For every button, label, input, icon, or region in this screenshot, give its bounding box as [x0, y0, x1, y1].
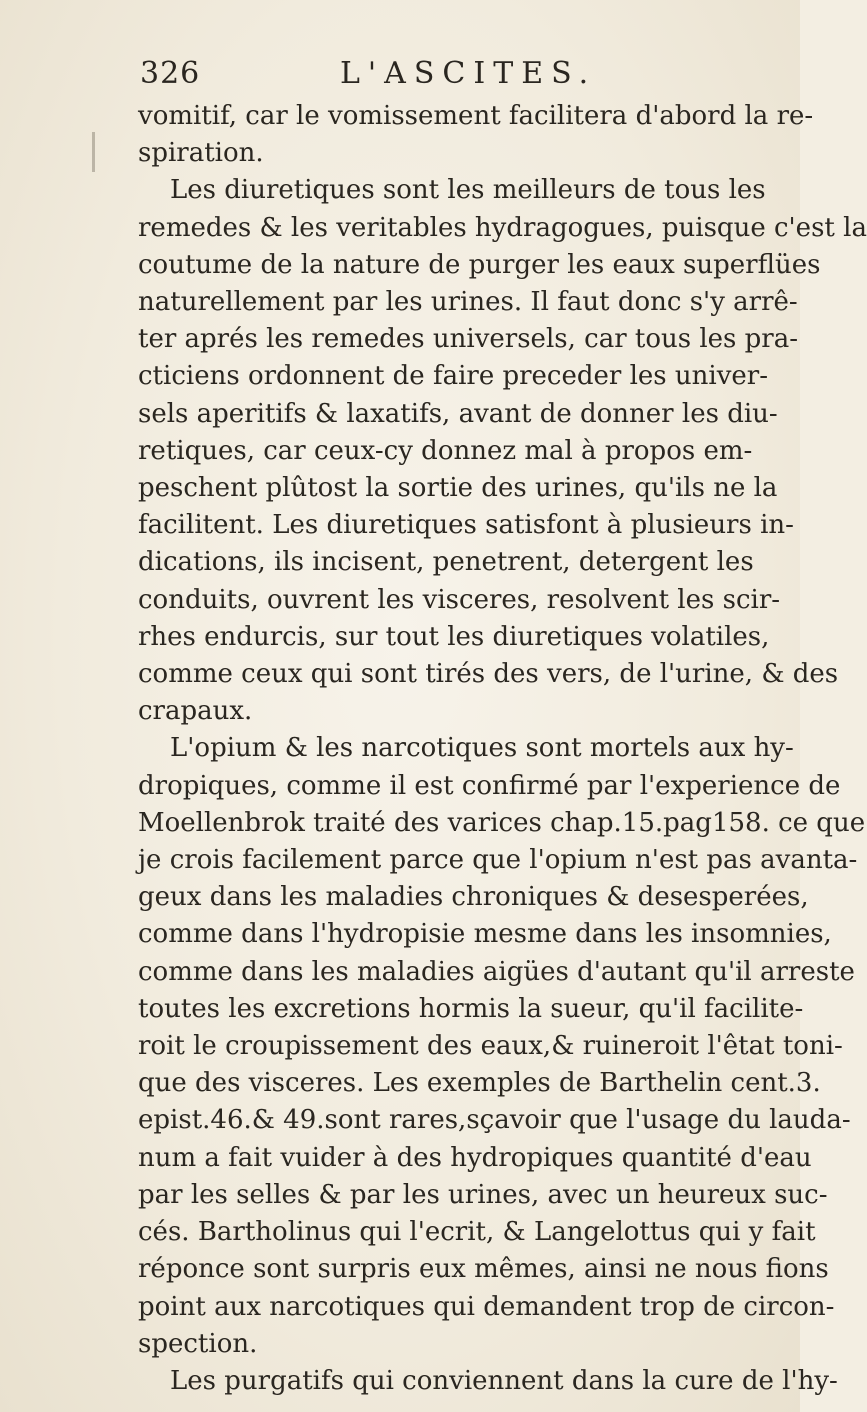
- text-line: dications, ils incisent, penetrent, detergent les: [138, 547, 754, 578]
- text-line: sels aperitifs & laxatifs, avant de donner les diu-: [138, 398, 778, 429]
- text-line: je crois facilement parce que l'opium n'est pas avanta-: [138, 845, 858, 876]
- text-line: que des visceres. Les exemples de Barthelin cent.3.: [138, 1068, 821, 1099]
- text-line: cticiens ordonnent de faire preceder les univer-: [138, 361, 769, 392]
- text-line: Moellenbrok traité des varices chap.15.pag158. ce que: [138, 807, 866, 838]
- text-line: naturellement par les urines. Il faut donc s'y arrê-: [138, 287, 798, 318]
- text-line: vomitif, car le vomissement facilitera d'abord la re-: [138, 101, 814, 131]
- text-line: Les diuretiques sont les meilleurs de tous les: [170, 175, 766, 206]
- text-line: toutes les excretions hormis la sueur, qu'il facilite-: [138, 993, 804, 1024]
- paragraph: [138, 730, 866, 1362]
- text-line: facilitent. Les diuretiques satisfont à plusieurs in-: [138, 510, 794, 541]
- body-text: [138, 98, 867, 1400]
- text-line: cés. Bartholinus qui l'ecrit, & Langelottus qui y fait: [138, 1217, 816, 1248]
- text-line: Les purgatifs qui conviennent dans la cure de l'hy-: [170, 1365, 838, 1396]
- text-line: L'opium & les narcotiques sont mortels aux hy-: [170, 733, 794, 764]
- text-line: point aux narcotiques qui demandent trop de circon-: [138, 1291, 835, 1322]
- text-line: ter aprés les remedes universels, car tous les pra-: [138, 324, 799, 355]
- text-line: comme dans l'hydropisie mesme dans les insomnies,: [138, 919, 832, 950]
- text-line: coutume de la nature de purger les eaux superflües: [138, 249, 821, 280]
- text-line: par les selles & par les urines, avec un heureux suc-: [138, 1179, 828, 1210]
- text-line: comme ceux qui sont tirés des vers, de l'urine, & des: [138, 659, 839, 690]
- text-line: retiques, car ceux-cy donnez mal à propos em-: [138, 435, 753, 466]
- running-head: L'ASCITES.: [340, 56, 597, 91]
- margin-mark: [92, 132, 95, 172]
- text-line: spection.: [138, 1328, 258, 1359]
- text-line: rhes endurcis, sur tout les diuretiques volatiles,: [138, 621, 770, 652]
- text-line: dropiques, comme il est confirmé par l'experience de: [138, 770, 841, 801]
- paragraph: [138, 1363, 838, 1400]
- text-line: roit le croupissement des eaux,& ruineroit l'êtat toni-: [138, 1031, 843, 1062]
- text-line: spiration.: [138, 138, 264, 169]
- text-line: remedes & les veritables hydragogues, puisque c'est la: [138, 212, 867, 243]
- paragraph: [138, 172, 867, 730]
- paragraph: [138, 98, 814, 172]
- text-line: comme dans les maladies aigües d'autant qu'il arreste: [138, 956, 855, 987]
- text-line: peschent plûtost la sortie des urines, qu'ils ne la: [138, 473, 778, 504]
- text-line: num a fait vuider à des hydropiques quantité d'eau: [138, 1142, 812, 1173]
- page-number: 326: [140, 56, 201, 91]
- text-line: crapaux.: [138, 696, 253, 727]
- text-line: réponce sont surpris eux mêmes, ainsi ne nous fions: [138, 1254, 829, 1285]
- page-header: [140, 52, 760, 96]
- text-line: geux dans les maladies chroniques & desesperées,: [138, 882, 809, 913]
- text-line: epist.46.& 49.sont rares,sçavoir que l'usage du lauda-: [138, 1105, 851, 1136]
- text-line: conduits, ouvrent les visceres, resolvent les scir-: [138, 584, 781, 615]
